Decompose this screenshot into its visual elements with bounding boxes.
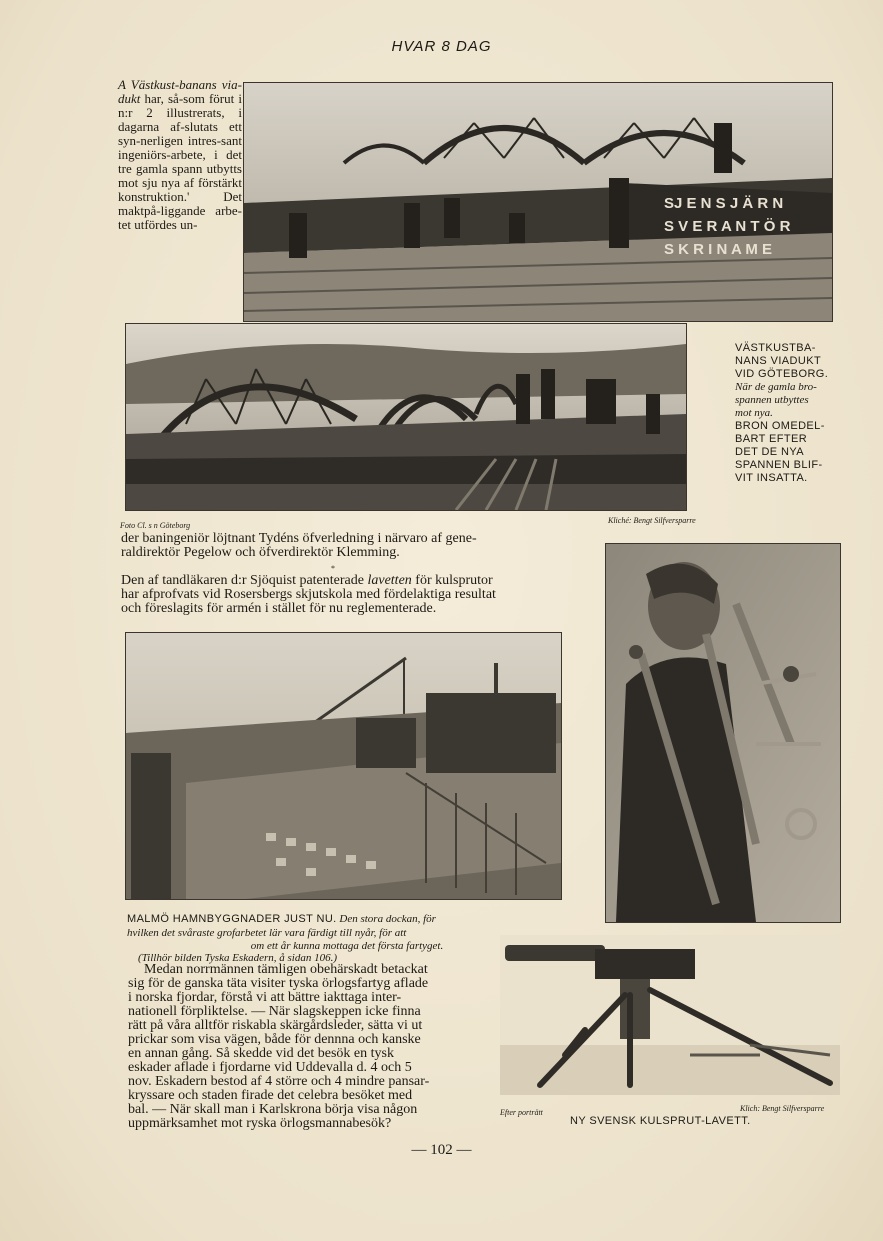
paragraph-lavett-line-2: har afprofvats vid Rosersbergs skjutskola med fördelaktiga resultat — [121, 587, 496, 602]
soldier-photo — [605, 543, 841, 923]
paragraph-eskader-line: en annan gång. Så skedde vid det besök en tysk — [128, 1046, 394, 1061]
machine-gun-photo — [500, 935, 840, 1095]
malmo-caption-bold: MALMÖ HAMNBYGGNADER JUST NU. — [127, 913, 337, 925]
sign-line-1: SJ E N S J Ä R N — [664, 195, 784, 212]
paragraph-eskader-line: eskader aflade i fjordarne vid Uddevalla d. 4 och 5 — [128, 1060, 412, 1075]
machine-gun-photo-drawing — [500, 935, 840, 1095]
separator-star: * — [331, 564, 335, 573]
paragraph-eskader-line: uppmärksamhet mot ryska örlogsmannabesök? — [128, 1116, 392, 1131]
viaduct-caption-line-4: BRON OMEDEL- — [735, 420, 825, 432]
viaduct-caption-italic-3: mot nya. — [735, 407, 773, 419]
paragraph-eskader-line: nov. Eskadern bestod af 4 större och 4 mindre pansar- — [128, 1074, 430, 1089]
viaduct-caption — [735, 342, 835, 485]
paragraph-eskader-line: sig för de ganska täta visiter tyska örlogsfartyg aflade — [128, 976, 429, 991]
paragraph-lavett-line-1-em: lavetten — [367, 573, 412, 588]
paragraph-eskader-line: nationell förpliktelse. — När slagskeppen icke finna — [128, 1004, 421, 1019]
sign-line-2: S V E R A N T Ö R — [664, 218, 791, 235]
paragraph-tyden-line-1: der baningeniör löjtnant Tydéns öfverledning i närvaro af gene- — [121, 531, 477, 546]
paragraph-eskader-line: Medan norrmännen tämligen obehärskadt betackat — [144, 962, 428, 977]
viaduct-caption-line-1: VÄSTKUSTBA- — [735, 342, 816, 354]
paragraph-eskader-line: rätt på våra alltför riskabla skärgårdsleder, sätta vi ut — [128, 1018, 423, 1033]
photo-credit-klich-1: Kliché: Bengt Silfversparre — [608, 516, 696, 525]
page-header: HVAR 8 DAG — [391, 38, 492, 55]
paragraph-lavett — [121, 574, 561, 616]
paragraph-lavett-line-1-a: Den af tandläkaren d:r Sjöquist patenterade — [121, 573, 368, 588]
sign-line-3: S K R I N A M E — [664, 241, 773, 258]
paragraph-eskader-line: i norska fjordar, förstå vi att bättre iakttaga inter- — [128, 990, 402, 1005]
malmo-caption-italic-2: hvilken det svåraste grofarbetet lär vara färdigt till nyår, för att — [127, 927, 407, 939]
paragraph-eskader-line: prickar som visa vägen, både för dennna och kanske — [128, 1032, 421, 1047]
viaduct-caption-line-3: VID GÖTEBORG. — [735, 368, 829, 380]
tysk-eskader-note: (Tillhör bilden Tyska Eskadern, å sidan 106.) — [138, 952, 338, 964]
viaduct-photo-1 — [243, 82, 833, 322]
viaduct-caption-line-7: SPANNEN BLIF- — [735, 459, 823, 471]
paragraph-lavett-line-1 — [121, 574, 561, 588]
paragraph-tyden — [121, 532, 561, 560]
malmo-caption-italic-1: Den stora dockan, för — [336, 913, 436, 925]
paragraph-eskader-line: bal. — När skall man i Karlskrona börja visa någon — [128, 1102, 418, 1117]
viaduct-caption-line-2: NANS VIADUKT — [735, 355, 822, 367]
viaduct-caption-italic-1: När de gamla bro- — [735, 381, 817, 393]
viaduct-caption-italic-2: spannen utbyttes — [735, 394, 809, 406]
paragraph-lavett-line-3: och föreslagits för armén i stället för nu reglementerade. — [121, 601, 437, 616]
malmo-caption-italic-3: om ett år kunna mottaga det första fartyget. — [250, 940, 444, 952]
malmo-dock-photo-drawing — [126, 633, 561, 899]
soldier-photo-drawing — [606, 544, 840, 922]
viaduct-caption-line-6: DET DE NYA — [735, 446, 804, 458]
paragraph-eskader — [128, 963, 490, 1131]
viaduct-caption-line-8: VIT INSATTA. — [735, 472, 808, 484]
photo-credit-efter: Efter porträtt — [500, 1108, 543, 1117]
paragraph-lavett-line-1-b: för kulsprutor — [411, 573, 493, 588]
paragraph-tyden-line-2: raldirektör Pegelow och öfverdirektör Klemming. — [121, 545, 400, 560]
intro-text — [118, 78, 242, 232]
photo-credit-klich-2: Klich: Bengt Silfversparre — [740, 1104, 825, 1113]
viaduct-photo-2-drawing — [126, 324, 686, 510]
page-number: — 102 — — [411, 1142, 472, 1158]
photo-credit-foto: Foto Cl. s n Göteborg — [120, 521, 191, 530]
viaduct-photo-2 — [125, 323, 687, 511]
malmo-dock-photo — [125, 632, 562, 900]
intro-body: har, så-som förut i n:r 2 illustrerats, i dagarna af-slutats ett syn-nerligen intres-sant ingeniörs-arbete, i det tre gamla spann utbytts mot sju nya af förstärkt konstruktion.' Det maktpå-liggande arbe-tet utfördes un- — [118, 91, 242, 232]
viaduct-caption-line-5: BART EFTER — [735, 433, 808, 445]
viaduct-photo-1-drawing — [244, 83, 832, 321]
machine-gun-caption: NY SVENSK KULSPRUT-LAVETT. — [570, 1115, 751, 1127]
paragraph-eskader-line: kryssare och staden firade det celebra besöket med — [128, 1088, 413, 1103]
intro-lead: A Västkust-banans via-dukt — [118, 77, 242, 106]
